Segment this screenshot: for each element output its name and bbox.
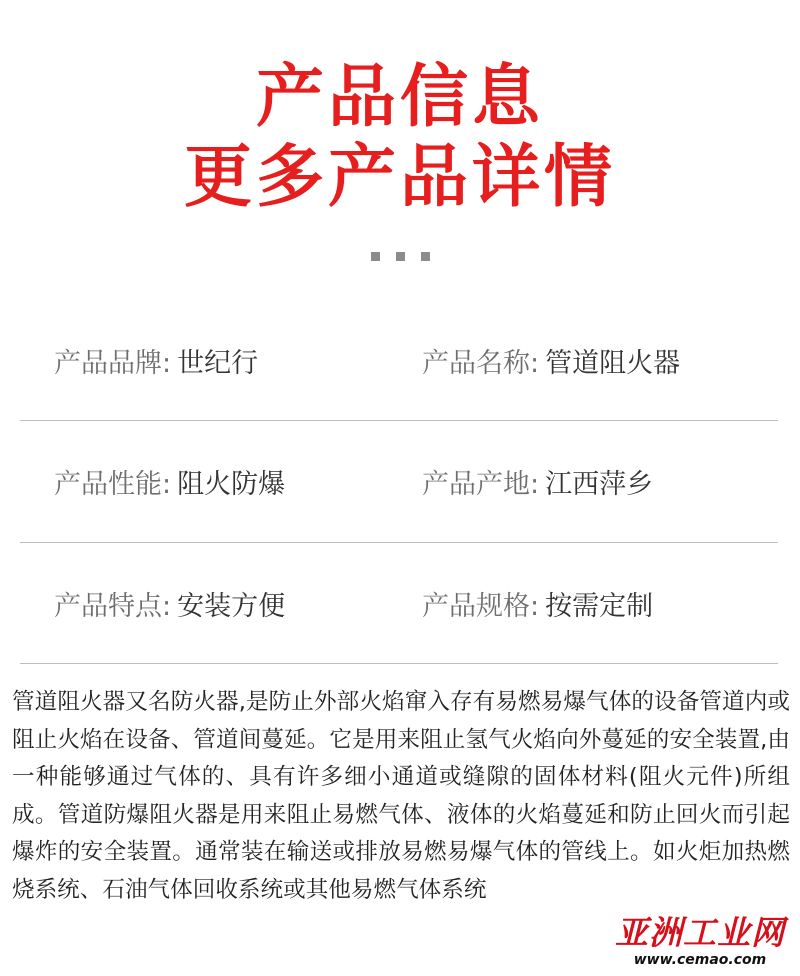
spec-specification (422, 587, 653, 627)
spec-value: 阻火防爆 (177, 469, 286, 500)
spec-origin (422, 465, 653, 505)
product-description: 管道阻火器又名防火器,是防止外部火焰窜入存有易燃易爆气体的设备管道内或阻止火焰在设备、管道间蔓延。它是用来阻止氢气火焰向外蔓延的安全装置,由一种能够通过气体的、具有许多细小通道或缝隙的固体材料(阻火元件)所组成。管道防爆阻火器是用来阻止易燃气体、液体的火焰蔓延和防止回火而引起爆炸的安全装置。通常装在输送或排放易燃易爆气体的管线上。如火炬加热燃烧系统、石油气体回收系统或其他易燃气体系统 (12, 689, 790, 903)
title-block (0, 58, 800, 218)
watermark-name: 亚洲工业网 (615, 913, 785, 952)
spec-value: 世纪行 (177, 348, 259, 379)
watermark-logo (610, 914, 790, 968)
spec-product-name (422, 344, 680, 384)
spec-label: 产品产地: (422, 469, 540, 500)
spec-performance (54, 465, 285, 505)
spec-row (20, 421, 778, 543)
spec-value: 江西萍乡 (545, 469, 654, 500)
spec-row (20, 300, 778, 421)
spec-label: 产品规格: (422, 591, 540, 622)
spec-label: 产品品牌: (54, 348, 172, 379)
spec-value: 管道阻火器 (545, 348, 681, 379)
spec-row (20, 543, 778, 664)
spec-brand (54, 344, 258, 384)
spec-value: 按需定制 (545, 591, 654, 622)
spec-table (20, 300, 778, 664)
spec-label: 产品名称: (422, 348, 540, 379)
spec-label: 产品特点: (54, 591, 172, 622)
spec-label: 产品性能: (54, 469, 172, 500)
dot (421, 252, 430, 261)
spec-feature (54, 587, 285, 627)
spec-value: 安装方便 (177, 591, 286, 622)
title-line-1: 产品信息 (255, 58, 544, 137)
ellipsis-divider (0, 252, 800, 261)
watermark-url: www.cemao.com (633, 952, 767, 968)
title-line-2: 更多产品详情 (183, 138, 616, 217)
dot (371, 252, 380, 261)
dot (396, 252, 405, 261)
